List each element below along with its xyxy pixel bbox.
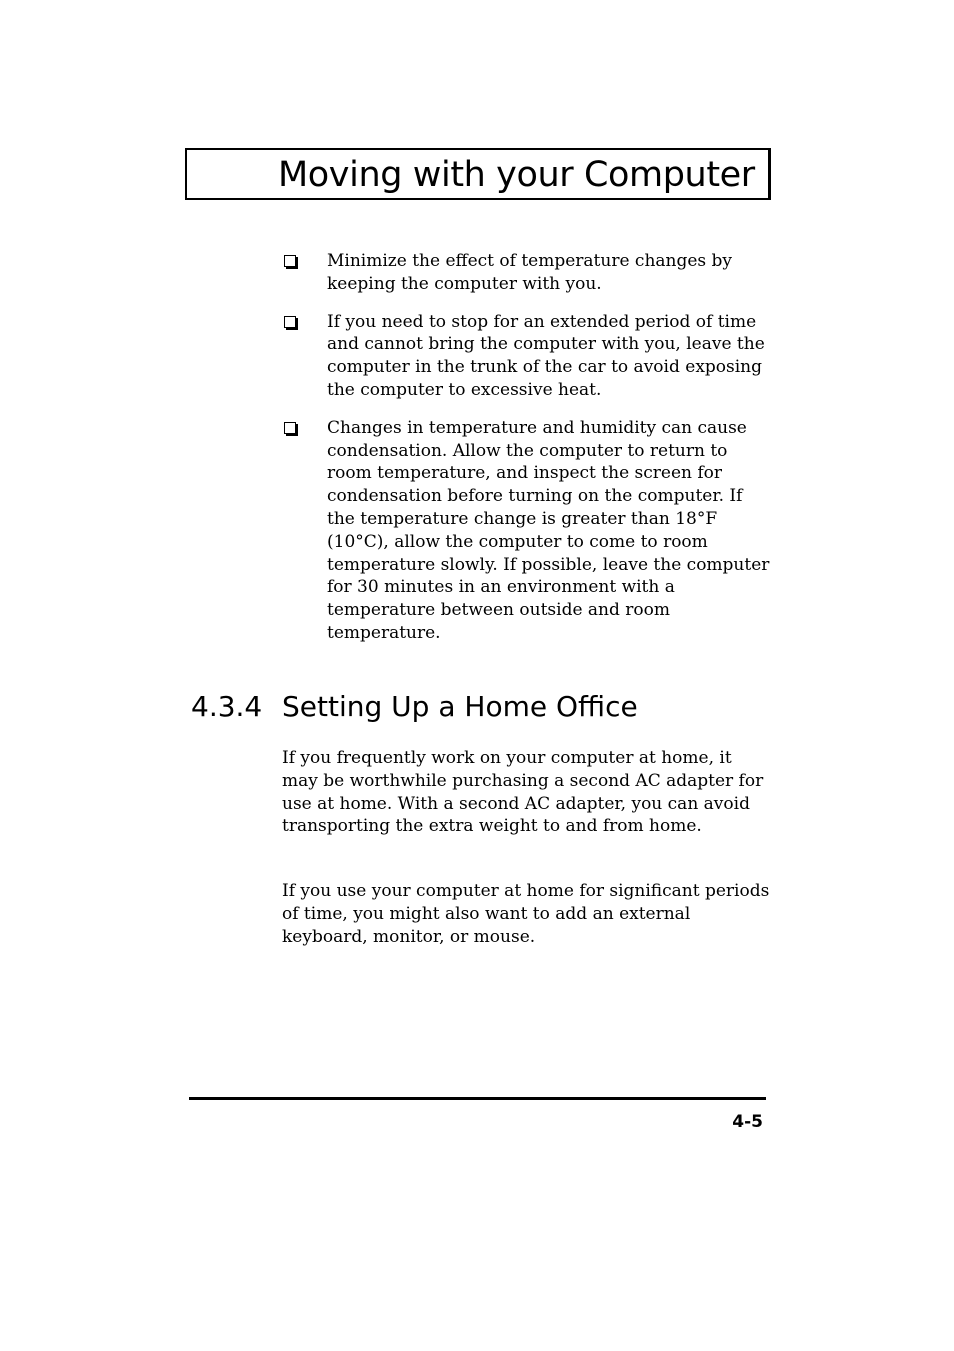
chapter-title: Moving with your Computer [278,155,755,195]
bullet-text: Changes in temperature and humidity can cause condensation. Allow the computer to return to room temperature, and inspect the screen for condensation before turning on the computer. If the temperature change is greater than 18°F (10°C), allow the computer to come to room temperature slowly. If possible, leave the computer for 30 minutes in an environment with a temperature between outside and room temperature. [327,417,770,643]
list-item [282,311,772,402]
section-number: 4.3.4 [191,690,263,723]
footer-divider [189,1097,766,1100]
checkbox-icon [284,255,296,267]
section-title: Setting Up a Home Office [282,690,638,723]
list-item [282,250,772,296]
bullet-list [282,250,772,660]
chapter-header-box [185,148,771,200]
body-paragraph: If you frequently work on your computer at home, it may be worthwhile purchasing a second AC adapter for use at home. With a second AC adapter, you can avoid transporting the extra weight to and from home. [282,748,764,837]
body-paragraph: If you use your computer at home for significant periods of time, you might also want to add an external keyboard, monitor, or mouse. [282,881,770,947]
bullet-text: If you need to stop for an extended period of time and cannot bring the computer with you, leave the computer in the trunk of the car to avoid exposing the computer to excessive heat. [327,311,765,400]
page-number: 4-5 [732,1112,763,1132]
bullet-text: Minimize the effect of temperature changes by keeping the computer with you. [327,251,733,294]
checkbox-icon [284,422,296,434]
section-heading [191,688,638,726]
list-item [282,417,772,645]
checkbox-icon [284,316,296,328]
